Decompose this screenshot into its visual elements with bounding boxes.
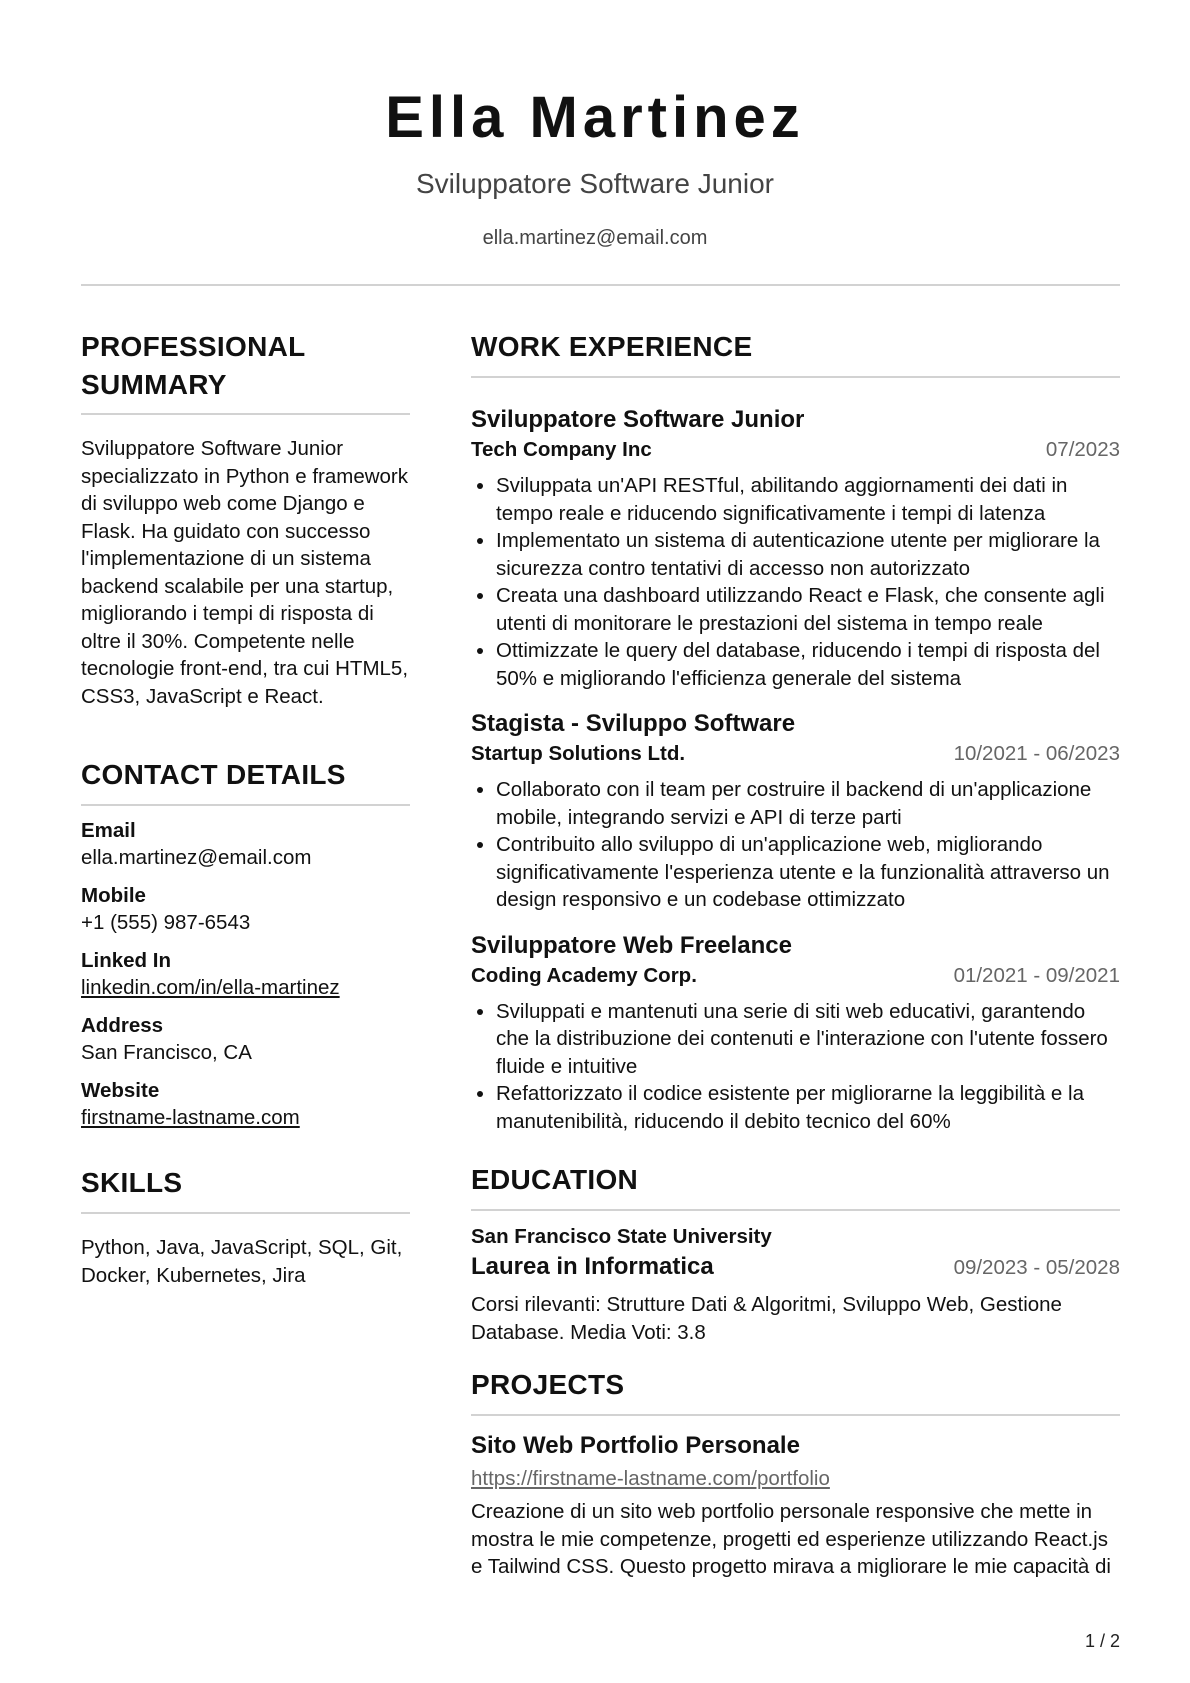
page-number: 1 / 2 [1084,1631,1120,1651]
candidate-name: Ella Martinez [385,85,805,150]
job-dates: 01/2021 - 09/2021 [953,963,1120,987]
project-title: Sito Web Portfolio Personale [471,1432,800,1459]
education-meta [471,1251,1120,1283]
job-entry [471,708,1120,914]
bullet-item: • Creata una dashboard utilizzando React e Flask, che consente agli utenti di monitorare le prestazioni del sistema in tempo reale [496,582,1120,637]
education-degree: Laurea in Informatica [471,1253,714,1280]
contact-list [81,817,410,1131]
contact-item-address [81,1012,410,1066]
contact-section [81,756,410,1131]
contact-heading: CONTACT DETAILS [81,759,346,790]
bullet-item: • Contribuito allo sviluppo di un'applicazione web, migliorando significativamente l'esperienza utente e la funzionalità attraverso un design responsivo e un codebase ottimizzato [496,831,1120,914]
projects-divider [471,1414,1120,1416]
contact-item-website [81,1077,410,1131]
education-dates: 09/2023 - 05/2028 [953,1256,1120,1279]
job-entry [471,930,1120,1136]
work-section [471,328,1120,1135]
education-heading: EDUCATION [471,1164,639,1195]
job-dates: 10/2021 - 06/2023 [953,742,1120,765]
skills-section [81,1164,410,1289]
contact-label: Website [81,1079,160,1102]
bullet-item: • Implementato un sistema di autenticazione utente per migliorare la sicurezza contro tentativi di accesso non autorizzato [496,527,1120,582]
contact-label: Mobile [81,884,146,907]
contact-item-email [81,817,410,871]
bullet-item: • Ottimizzate le query del database, riducendo i tempi di risposta del 50% e migliorando l'efficienza generale del sistema [496,637,1120,692]
job-company: Coding Academy Corp. [471,963,697,987]
education-details: Corsi rilevanti: Strutture Dati & Algoritmi, Sviluppo Web, Gestione Database. Media Voti: 3.8 [471,1293,1062,1344]
contact-label: Address [81,1014,164,1037]
job-meta [471,436,1120,464]
contact-value: San Francisco, CA [81,1041,252,1064]
contact-item-mobile [81,882,410,936]
job-dates: 07/2023 [1045,438,1120,461]
job-title: Sviluppatore Software Junior [471,406,805,433]
job-bullets [471,998,1120,1136]
job-title: Stagista - Sviluppo Software [471,710,796,737]
work-heading: WORK EXPERIENCE [471,331,753,362]
job-title-subtitle: Sviluppatore Software Junior [416,168,774,199]
contact-label: Linked In [81,949,171,972]
job-meta [471,962,1120,990]
header-divider [81,284,1120,286]
skills-text: Python, Java, JavaScript, SQL, Git, Docker, Kubernetes, Jira [81,1236,403,1287]
job-company: Startup Solutions Ltd. [471,742,686,765]
right-column [471,328,1120,1581]
header-email: ella.martinez@email.com [482,227,708,249]
contact-value: +1 (555) 987-6543 [81,911,251,934]
job-meta [471,740,1120,768]
bullet-item: • Sviluppata un'API RESTful, abilitando aggiornamenti dei dati in tempo reale e riducendo significativamente i tempi di latenza [496,472,1120,527]
website-link[interactable]: firstname-lastname.com [81,1106,300,1129]
summary-heading: PROFESSIONAL SUMMARY [81,331,306,400]
summary-section [81,328,410,710]
project-link[interactable]: https://firstname-lastname.com/portfolio [471,1467,830,1490]
summary-divider [81,413,410,415]
summary-text: Sviluppatore Software Junior specializzato in Python e framework di sviluppo web come Django e Flask. Ha guidato con successo l'implementazione di un sistema backend scalabile per una startup, migliorando i tempi di risposta di oltre il 30%. Competente nelle tecnologie front-end, tra cui HTML5, CSS3, JavaScript e React. [81,437,409,708]
job-entry [471,404,1120,692]
job-title: Sviluppatore Web Freelance [471,931,792,959]
bullet-item: • Sviluppati e mantenuti una serie di siti web educativi, garantendo che la distribuzione dei contenuti e l'interazione con l'utente fossero fluide e intuitive [496,998,1120,1081]
bullet-item: • Refattorizzato il codice esistente per migliorarne la leggibilità e la manutenibilità, riducendo il debito tecnico del 60% [496,1080,1120,1135]
work-divider [471,376,1120,378]
bullet-item: • Collaborato con il team per costruire il backend di un'applicazione mobile, integrando servizi e API di terze parti [496,776,1120,831]
job-bullets [471,776,1120,914]
education-divider [471,1209,1120,1211]
contact-item-linkedin [81,947,410,1001]
contact-value: ella.martinez@email.com [81,846,312,869]
projects-section [471,1366,1120,1581]
education-section [471,1161,1120,1346]
job-company: Tech Company Inc [471,438,652,461]
project-description: Creazione di un sito web portfolio personale responsive che mette in mostra le mie competenze, progetti ed esperienze utilizzando React.js e Tailwind CSS. Questo progetto mirava a migliorare le mie capacità di [471,1500,1111,1578]
skills-heading: SKILLS [81,1167,183,1198]
education-school: San Francisco State University [471,1225,772,1248]
job-bullets [471,472,1120,692]
projects-heading: PROJECTS [471,1369,625,1400]
linkedin-link[interactable]: linkedin.com/in/ella-martinez [81,976,340,999]
left-column [81,328,410,1289]
skills-divider [81,1212,410,1214]
contact-divider [81,804,410,806]
contact-label: Email [81,819,136,842]
